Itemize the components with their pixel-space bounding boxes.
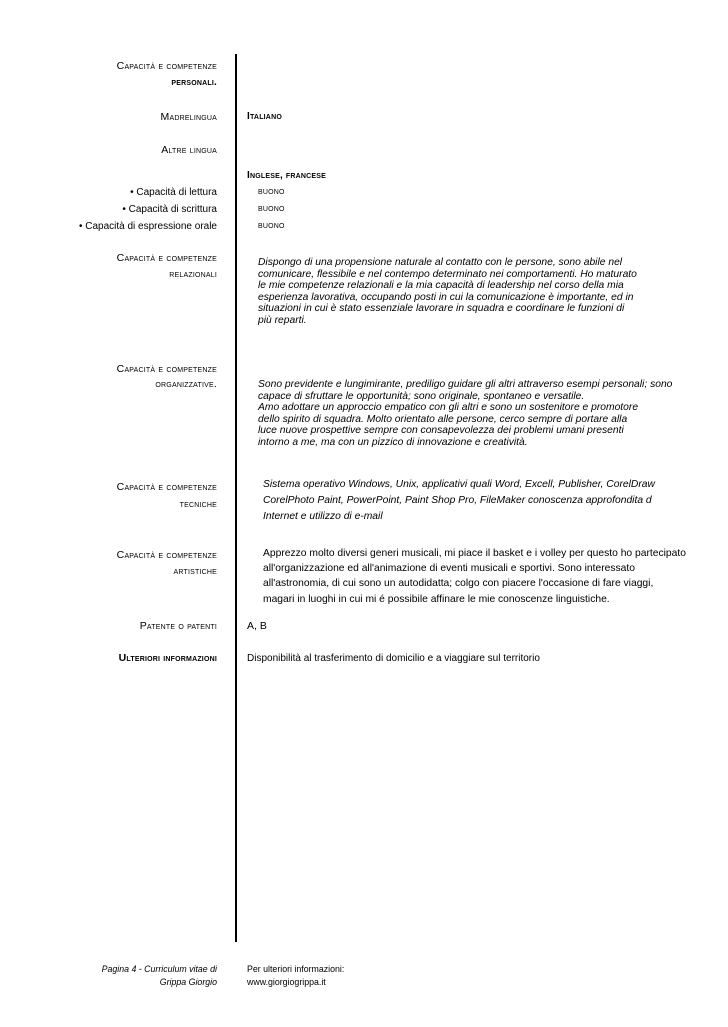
relational-skills-heading-line2: relazionali	[169, 268, 217, 280]
artistic-skills-heading-line1: Capacità e competenze	[116, 549, 217, 561]
footer-page-line2: Grippa Giorgio	[159, 977, 217, 987]
further-info-value: Disponibilità al trasferimento di domicilio e a viaggiare sul territorio	[247, 653, 540, 664]
other-languages-value: Inglese, francese	[247, 170, 327, 181]
speaking-skill-value: buono	[258, 220, 285, 231]
other-languages-label: Altre lingua	[161, 144, 217, 156]
organizational-text-line: Sono previdente e lungimirante, prediligo guidare gli altri attraverso esempi personali; sono	[258, 379, 673, 390]
relational-text-line: esperienza lavorativa, occupando posti in cui la comunicazione è importante, ed in	[258, 291, 634, 303]
column-divider	[235, 54, 237, 942]
relational-text-line: le mie competenze relazionali e la mia capacità di leadership nel corso della mia	[258, 280, 624, 291]
artistic-text-line: magari in luoghi in cui mi é possibile affinare le mie conoscenze linguistiche.	[263, 593, 610, 605]
artistic-text-line: all'organizzazione ed all'animazione di eventi musicali e sportivi. Sono interessato	[263, 563, 635, 575]
personal-skills-heading-line1: Capacità e competenze	[116, 60, 217, 72]
organizational-skills-heading-line1: Capacità e competenze	[116, 363, 217, 375]
relational-text-line: più reparti.	[258, 314, 307, 326]
organizational-text-line: luce nuove prospettive sempre con consapevolezza dei problemi umani presenti	[258, 425, 624, 436]
organizational-text-line: dello spirito di squadra. Molto orientato alle persone, cerco sempre di portare alla	[258, 413, 628, 425]
relational-text-line: Dispongo di una propensione naturale al contatto con le persone, sono abile nel	[258, 257, 623, 268]
organizational-skills-heading-line2: organizzative.	[155, 378, 217, 390]
driving-license-value: A, B	[247, 620, 267, 632]
technical-skills-text	[263, 477, 655, 525]
driving-license-label: Patente o patenti	[139, 620, 217, 632]
technical-text-line: Sistema operativo Windows, Unix, applicativi quali Word, Excell, Publisher, CorelDraw	[263, 479, 655, 490]
technical-skills-heading-line2: tecniche	[179, 498, 217, 510]
organizational-text-line: capace di sfruttare le opportunità; sono originale, spontaneo e versatile.	[258, 390, 585, 402]
organizational-skills-text	[258, 379, 672, 448]
further-info-label: Ulteriori informazioni	[118, 652, 217, 664]
artistic-text-line: Apprezzo molto diversi generi musicali, mi piace il basket e i volley per questo ho partecipato	[263, 548, 686, 559]
mother-tongue-value: Italiano	[247, 111, 282, 122]
technical-text-line: Internet e utilizzo di e-mail	[263, 511, 383, 522]
technical-skills-heading-line1: Capacità e competenze	[116, 481, 217, 493]
relational-text-line: comunicare, flessibile e nel contempo determinato nei comportamenti. Ho maturato	[258, 268, 637, 280]
relational-skills-heading-line1: Capacità e competenze	[116, 252, 217, 264]
footer-page-line1: Pagina 4 - Curriculum vitae di	[101, 964, 217, 974]
footer-info-line1: Per ulteriori informazioni:	[247, 964, 345, 974]
reading-skill-label: • Capacità di lettura	[130, 187, 217, 198]
footer-website-link[interactable]: www.giorgiogrippa.it	[247, 977, 326, 987]
writing-skill-value: buono	[258, 203, 285, 214]
speaking-skill-label: • Capacità di espressione orale	[78, 221, 217, 232]
reading-skill-value: buono	[258, 186, 285, 197]
artistic-skills-text	[263, 546, 686, 607]
writing-skill-label: • Capacità di scrittura	[122, 204, 217, 215]
organizational-text-line: Amo adottare un approccio empatico con gli altri e sono un sostenitore e promotore	[258, 402, 639, 413]
relational-text-line: situazioni in cui è stato essenziale lavorare in squadra e coordinare le funzioni di	[258, 303, 625, 314]
organizational-text-line: intorno a me, ma con un pizzico di innovazione e creatività.	[258, 436, 528, 448]
relational-skills-text	[258, 257, 637, 326]
technical-text-line: CorelPhoto Paint, PowerPoint, Paint Shop Pro, FileMaker conoscenza approfondita d	[263, 495, 652, 506]
artistic-text-line: all'astronomia, di cui sono un autodidatta; colgo con piacere l'occasione di fare viaggi,	[263, 578, 654, 590]
personal-skills-heading-line2: personali.	[171, 77, 217, 88]
artistic-skills-heading-line2: artistiche	[173, 565, 217, 577]
mother-tongue-label: Madrelingua	[160, 111, 217, 123]
